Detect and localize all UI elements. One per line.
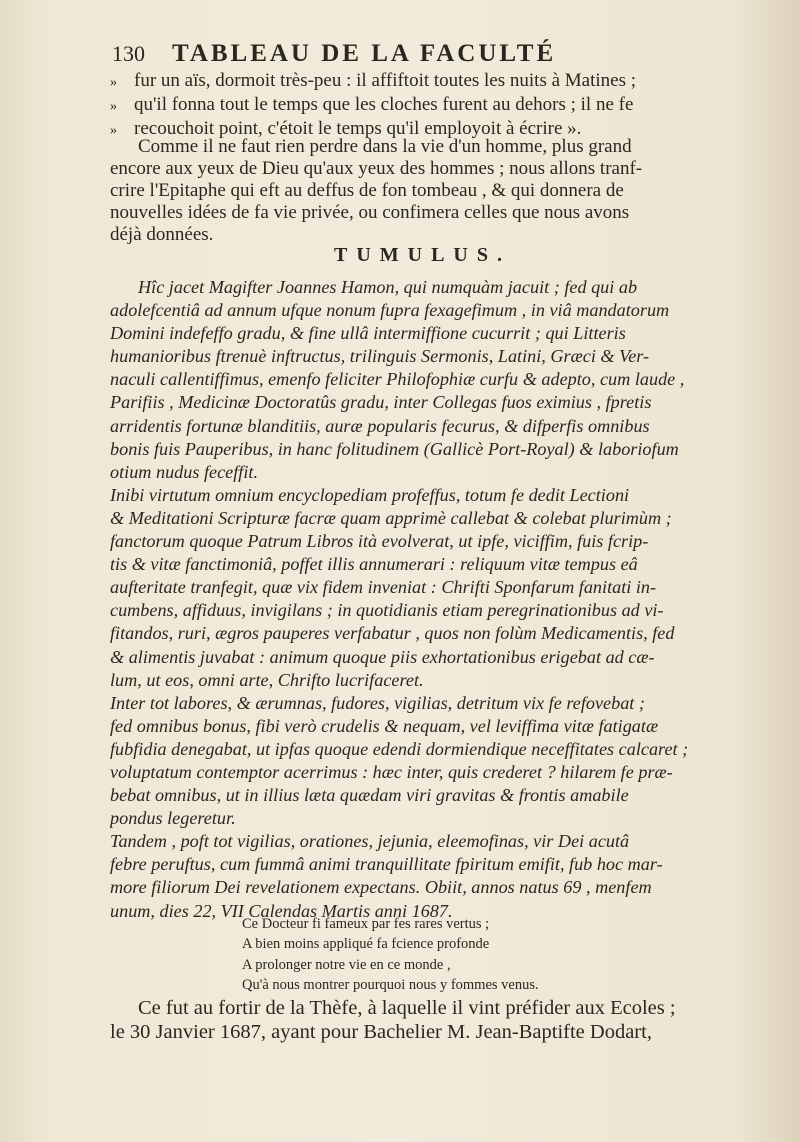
quote-mark: » [110, 99, 117, 114]
text-line: le 30 Janvier 1687, ayant pour Bachelier M. Jean-Baptifte Dodart, [110, 1021, 652, 1043]
quote-mark: » [110, 75, 117, 90]
text-line: nouvelles idées de fa vie privée, ou confimera celles que nous avons [110, 202, 630, 223]
text-line: bonis fuis Pauperibus, in hanc folitudinem (Gallicè Port-Royal) & laboriofum [110, 438, 679, 459]
latin-epitaph [110, 276, 735, 923]
text-line: Ce fut au fortir de la Thèfe, à laquelle il vint préfider aux Ecoles ; [138, 997, 676, 1019]
text-line: » fur un aïs, dormoit très-peu : il affiftoit toutes les nuits à Matines ; [110, 70, 735, 94]
verse-line: Qu'à nous montrer pourquoi nous y fommes venus. [242, 976, 539, 993]
text-line: adolefcentiâ ad annum ufque nonum fupra fexagefimum , in viâ mandatorum [110, 300, 670, 321]
text-line: lum, ut eos, omni arte, Chrifto lucrifaceret. [110, 669, 424, 690]
text-line: fitandos, ruri, ægros pauperes verfabatur , quos non folùm Medicamentis, fed [110, 623, 675, 644]
text-line: aufteritate tranfegit, quæ vix fidem inveniat : Chrifti Sponfarum fanitati in- [110, 577, 657, 598]
text-line: Parifiis , Medicinæ Doctoratûs gradu, inter Collegas fuos eximius , fpretis [110, 392, 652, 413]
text-line: voluptatum contemptor acerrimus : hæc inter, quis crederet ? hilarem fe præ- [110, 761, 673, 782]
text-line: tis & vitæ fanctimoniâ, poffet illis annumerari : reliquum vitæ tempus eâ [110, 554, 638, 575]
text-line: déjà données. [110, 224, 214, 245]
text-line: Inibi virtutum omnium encyclopediam profeffus, totum fe dedit Lectioni [110, 484, 630, 505]
text-line: fanctorum quoque Patrum Libros ità evolverat, ut ipfe, viciffim, fuis fcrip- [110, 531, 649, 552]
text-line: & alimentis juvabat : animum quoque piis exhortationibus erigebat ad cæ- [110, 646, 655, 667]
page-number: 130 [112, 41, 145, 66]
text-line: » qu'il fonna tout le temps que les cloches furent au dehors ; il ne fe [110, 94, 735, 118]
page-header [112, 40, 712, 72]
running-title: TABLEAU DE LA FACULTÉ [172, 40, 557, 67]
text-line: crire l'Epitaphe qui eft au deffus de fon tombeau , & qui donnera de [110, 180, 624, 201]
text-line: humanioribus ftrenuè inftructus, trilinguis Sermonis, Latini, Græci & Ver- [110, 346, 650, 367]
text-line: febre peruftus, cum fummâ animi tranquillitate fpiritum emifit, fub hoc mar- [110, 854, 663, 875]
text-line: naculi callentiffimus, emenfo feliciter Philofophiæ curfu & adepto, cum laude , [110, 369, 685, 390]
text-line: encore aux yeux de Dieu qu'aux yeux des hommes ; nous allons tranf- [110, 158, 643, 179]
text-line: Domini indefeffo gradu, & fine ullâ intermiffione cucurrit ; qui Litteris [110, 323, 626, 344]
verse-line: Ce Docteur fi fameux par fes rares vertus ; [242, 916, 490, 932]
text-line: unum, dies 22, VII Calendas Martis anni 1687. [110, 900, 453, 921]
intro-paragraph [110, 136, 735, 246]
text-line: & Meditationi Scripturæ facræ quam apprimè callebat & colebat plurimùm ; [110, 507, 672, 528]
quoted-passage [110, 70, 735, 142]
text-line: cumbens, affiduus, invigilans ; in quotidianis etiam peregrinationibus ad vi- [110, 600, 664, 621]
epitaph-heading: TUMULUS. [333, 244, 511, 266]
verse-line: A prolonger notre vie en ce monde , [242, 956, 451, 973]
text-line: otium nudus feceffit. [110, 461, 259, 482]
text-line: more filiorum Dei revelationem expectans. Obiit, annos natus 69 , menfem [110, 877, 652, 898]
french-verse [242, 914, 662, 995]
text-line: fubfidia denegabat, ut ipfas quoque edendi dormiendique neceffitates calcaret ; [110, 738, 689, 759]
text-line: Hîc jacet Magifter Joannes Hamon, qui numquàm jacuit ; fed qui ab [138, 277, 638, 297]
text-line: bebat omnibus, ut in illius læta quædam viri gravitas & frontis amabile [110, 785, 629, 806]
quote-mark: » [110, 123, 117, 138]
text-line: arridentis fortunæ blanditiis, auræ popularis fecurus, & difperfis omnibus [110, 415, 650, 436]
text-line: pondus legeretur. [110, 808, 236, 829]
text-line: Tandem , poft tot vigilias, orationes, jejunia, eleemofinas, vir Dei acutâ [110, 831, 630, 852]
text-line: fed omnibus bonus, fibi verò crudelis & nequam, vel leviffima vitæ fatigatæ [110, 715, 659, 736]
text-line: Inter tot labores, & ærumnas, fudores, vigilias, detritum vix fe refovebat ; [110, 692, 645, 713]
verse-line: A bien moins appliqué fa fcience profonde [242, 936, 490, 953]
closing-paragraph [110, 996, 735, 1044]
text-line: Comme il ne faut rien perdre dans la vie d'un homme, plus grand [138, 136, 632, 157]
text-line: » recouchoit point, c'étoit le temps qu'il employoit à écrire ». [110, 118, 735, 142]
